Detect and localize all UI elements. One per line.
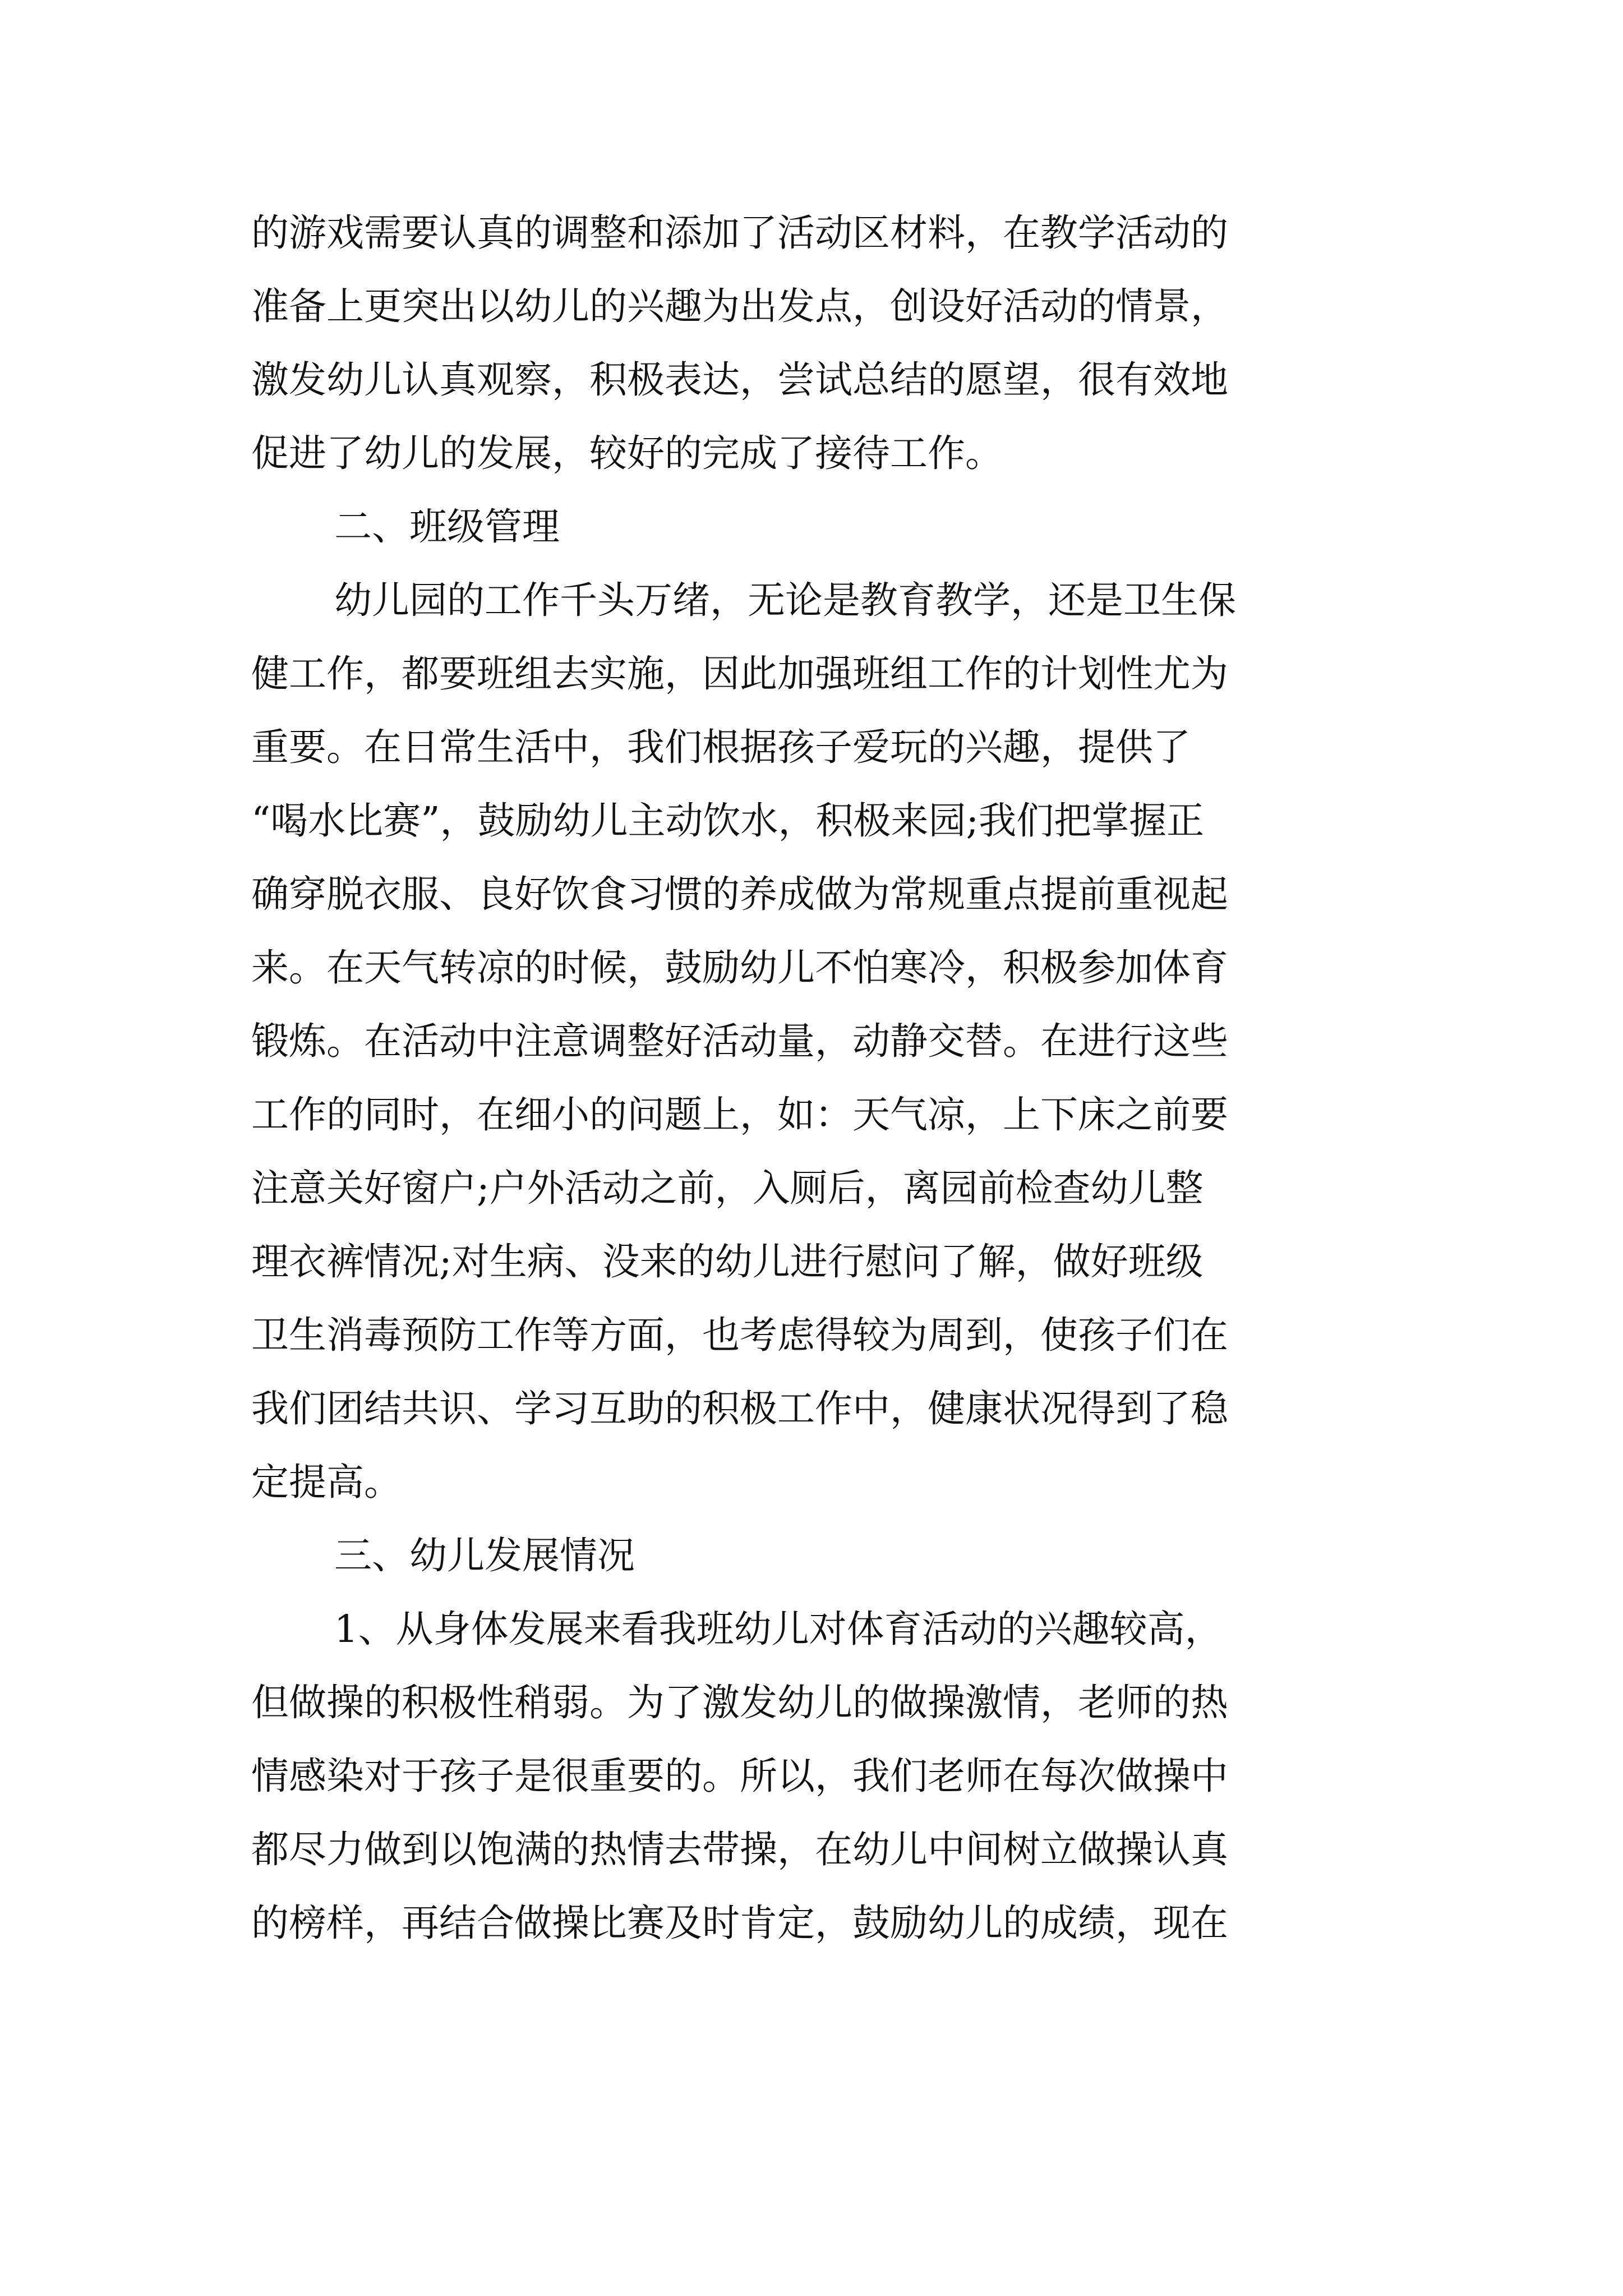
text-line: 来。在天气转凉的时候，鼓励幼儿不怕寒冷，积极参加体育 xyxy=(251,946,1228,990)
text-line: 1、从身体发展来看我班幼儿对体育活动的兴趣较高， xyxy=(334,1607,1223,1651)
text-line: 健工作，都要班组去实施，因此加强班组工作的计划性尤为 xyxy=(251,652,1228,696)
text-line: 促进了幼儿的发展，较好的完成了接待工作。 xyxy=(251,431,1003,475)
text-line: 理衣裤情况;对生病、没来的幼儿进行慰问了解，做好班级 xyxy=(251,1240,1204,1283)
text-line: 工作的同时，在细小的问题上，如：天气凉，上下床之前要 xyxy=(251,1093,1228,1137)
text-line: 情感染对于孩子是很重要的。所以，我们老师在每次做操中 xyxy=(251,1754,1228,1798)
text-line: 都尽力做到以饱满的热情去带操，在幼儿中间树立做操认真 xyxy=(251,1828,1228,1871)
text-line: 重要。在日常生活中，我们根据孩子爱玩的兴趣，提供了 xyxy=(251,725,1191,769)
text-line: 定提高。 xyxy=(251,1460,402,1504)
text-line: 卫生消毒预防工作等方面，也考虑得较为周到，使孩子们在 xyxy=(251,1313,1228,1357)
text-line: 我们团结共识、学习互助的积极工作中，健康状况得到了稳 xyxy=(251,1387,1228,1430)
text-line: 的榜样，再结合做操比赛及时肯定，鼓励幼儿的成绩，现在 xyxy=(251,1901,1228,1945)
text-line: 准备上更突出以幼儿的兴趣为出发点，创设好活动的情景， xyxy=(251,284,1228,328)
text-line: 幼儿园的工作千头万绪，无论是教育教学，还是卫生保 xyxy=(334,578,1236,622)
text-line: 激发幼儿认真观察，积极表达，尝试总结的愿望，很有效地 xyxy=(251,358,1228,402)
document-body xyxy=(251,196,1378,1960)
text-line: 确穿脱衣服、良好饮食习惯的养成做为常规重点提前重视起 xyxy=(251,872,1228,916)
section-heading: 三、幼儿发展情况 xyxy=(334,1534,635,1577)
text-line: 的游戏需要认真的调整和添加了活动区材料，在教学活动的 xyxy=(251,211,1228,255)
text-line: “喝水比赛”，鼓励幼儿主动饮水，积极来园;我们把掌握正 xyxy=(251,799,1205,843)
text-line: 锻炼。在活动中注意调整好活动量，动静交替。在进行这些 xyxy=(251,1019,1228,1063)
text-line: 但做操的积极性稍弱。为了激发幼儿的做操激情，老师的热 xyxy=(251,1681,1228,1724)
section-heading: 二、班级管理 xyxy=(334,505,560,549)
text-line: 注意关好窗户;户外活动之前，入厕后，离园前检查幼儿整 xyxy=(251,1166,1204,1210)
